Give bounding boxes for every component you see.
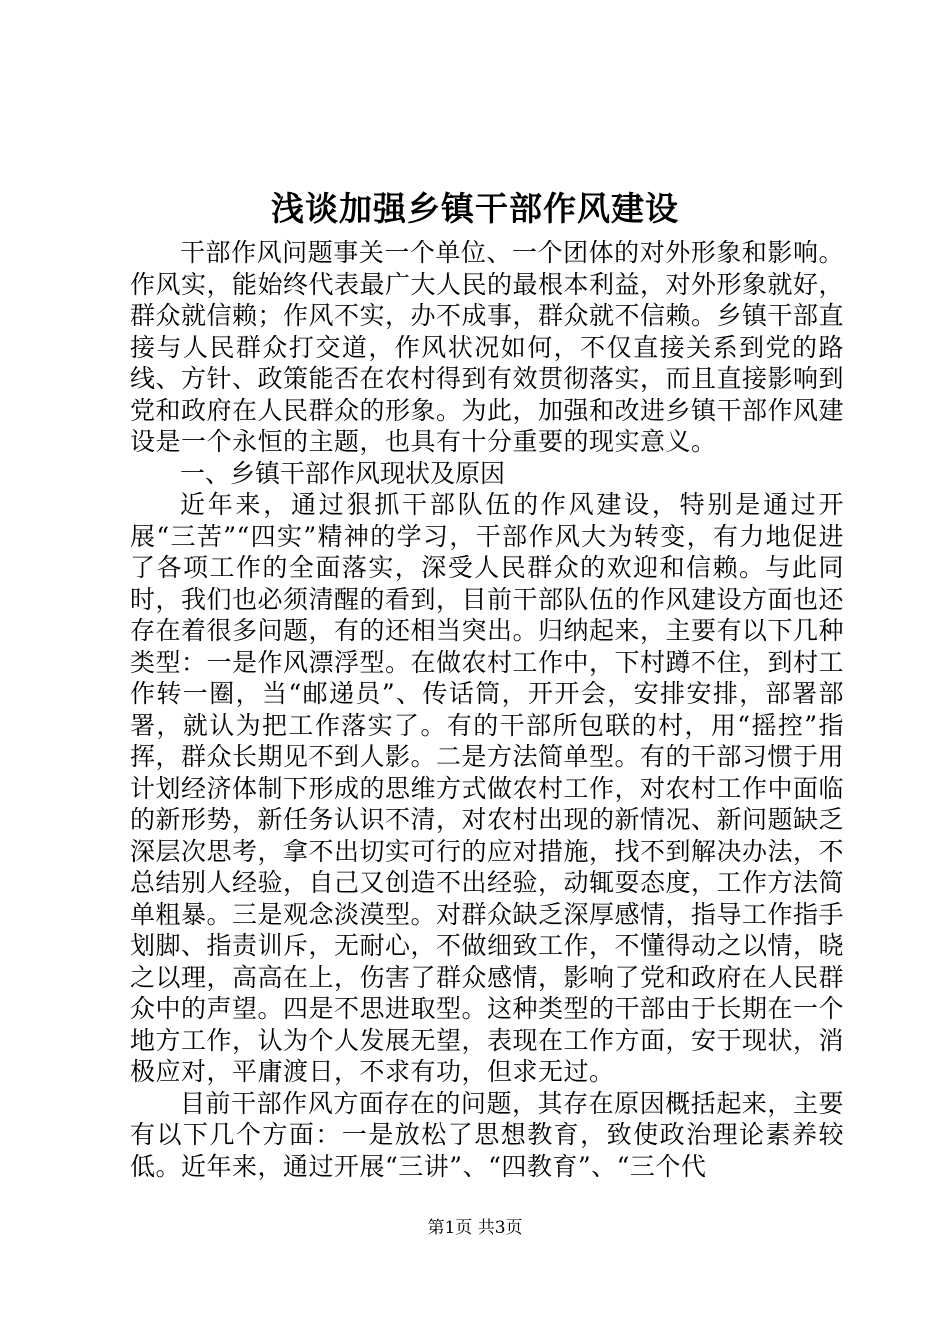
page-number-footer: 第1页 共3页: [427, 1218, 523, 1238]
paragraph-intro: 干部作风问题事关一个单位、一个团体的对外形象和影响。作风实，能始终代表最广大人民的最根本利益，对外形象就好，群众就信赖；作风不实，办不成事，群众就不信赖。乡镇干部直接与人民群众打交道，作风状况如何，不仅直接关系到党的路线、方针、政策能否在农村得到有效贯彻落实，而且直接影响到党和政府在人民群众的形象。为此，加强和改进乡镇干部作风建设是一个永恒的主题，也具有十分重要的现实意义。: [130, 238, 845, 456]
section-heading: 一、乡镇干部作风现状及原因: [180, 458, 506, 488]
paragraph-causes: 目前干部作风方面存在的问题，其存在原因概括起来，主要有以下几个方面：一是放松了思想教育，致使政治理论素养较低。近年来，通过开展“三讲”、“四教育”、“三个代: [130, 1088, 844, 1181]
document-title: 浅谈加强乡镇干部作风建设: [271, 189, 679, 228]
paragraph-current-status: 近年来，通过狠抓干部队伍的作风建设，特别是通过开展“三苦”“四实”精神的学习，干部作风大为转变，有力地促进了各项工作的全面落实，深受人民群众的欢迎和信赖。与此同时，我们也必须清醒的看到，目前干部队伍的作风建设方面也还存在着很多问题，有的还相当突出。归纳起来，主要有以下几种类型：一是作风漂浮型。在做农村工作中，下村蹲不住，到村工作转一圈，当“邮递员”、传话筒，开开会，安排安排，部署部署，就认为把工作落实了。有的干部所包联的村，用“摇控”指挥，群众长期见不到人影。二是方法简单型。有的干部习惯于用计划经济体制下形成的思维方式做农村工作，对农村工作中面临的新形势，新任务认识不清，对农村出现的新情况、新问题缺乏深层次思考，拿不出切实可行的应对措施，找不到解决办法，不总结别人经验，自己又创造不出经验，动辄耍态度，工作方法简单粗暴。三是观念淡漠型。对群众缺乏深厚感情，指导工作指手划脚、指责训斥，无耐心，不做细致工作，不懂得动之以情，晓之以理，高高在上，伤害了群众感情，影响了党和政府在人民群众中的声望。四是不思进取型。这种类型的干部由于长期在一个地方工作，认为个人发展无望，表现在工作方面，安于现状，消极应对，平庸渡日，不求有功，但求无过。: [130, 490, 845, 1086]
document-body: [130, 237, 844, 1182]
